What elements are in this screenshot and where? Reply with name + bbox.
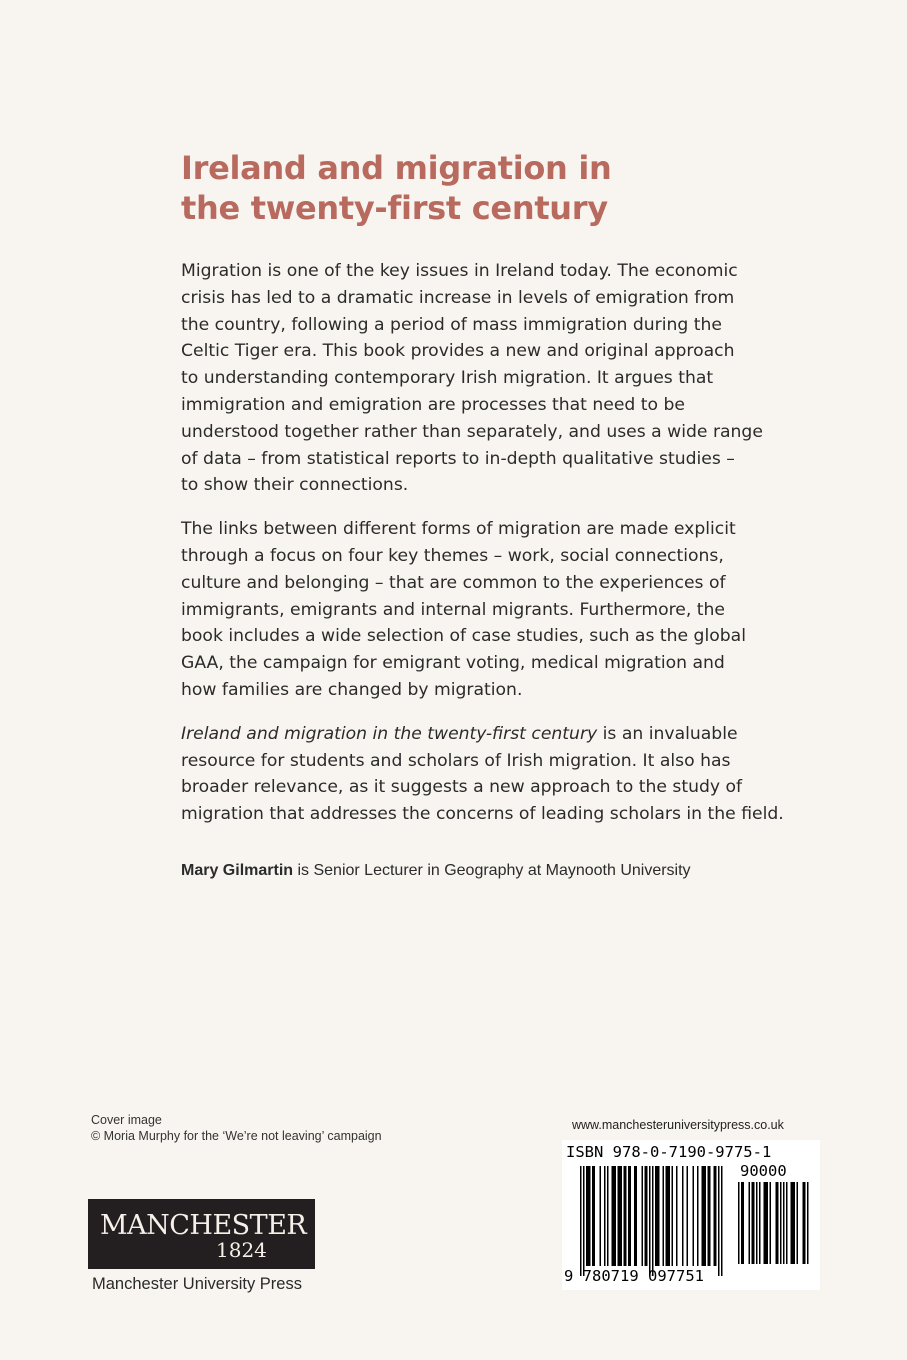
barcode-bar xyxy=(589,1166,591,1266)
publisher-logo xyxy=(88,1199,315,1269)
publisher-logo-year: 1824 xyxy=(216,1238,267,1262)
barcode-bar xyxy=(600,1166,602,1266)
barcode-bar xyxy=(621,1166,623,1266)
barcode-addon-bar xyxy=(752,1182,754,1264)
blurb-line: to understanding contemporary Irish migration. It argues that xyxy=(181,368,714,389)
barcode-bar xyxy=(697,1166,699,1266)
barcode-addon-bar xyxy=(794,1182,796,1264)
blurb-line: The links between different forms of migration are made explicit xyxy=(181,519,736,540)
barcode-bar xyxy=(655,1166,657,1266)
barcode-bar xyxy=(634,1166,636,1266)
barcode-addon-bar xyxy=(764,1182,766,1264)
barcode-bar xyxy=(646,1166,648,1266)
barcode-bar xyxy=(619,1166,621,1266)
book-title-italic: Ireland and migration in the twenty-first century xyxy=(181,723,598,744)
blurb-line: broader relevance, as it suggests a new approach to the study of xyxy=(181,777,743,798)
barcode-bar xyxy=(682,1166,684,1266)
barcode-addon-bar xyxy=(749,1182,751,1264)
barcode-addon-bar xyxy=(780,1182,782,1264)
barcode-bar xyxy=(709,1166,711,1266)
blurb-line: crisis has led to a dramatic increase in levels of emigration from xyxy=(181,287,735,308)
blurb-line: through a focus on four key themes – work, social connections, xyxy=(181,545,724,566)
blurb xyxy=(181,258,784,845)
barcode-bar xyxy=(615,1166,617,1266)
barcode-bar xyxy=(702,1166,704,1266)
barcode-addon-bar xyxy=(803,1182,805,1264)
barcode-bar xyxy=(703,1166,705,1266)
isbn-barcode xyxy=(562,1140,820,1290)
barcode-bar xyxy=(676,1166,678,1266)
barcode-addon-bar xyxy=(759,1182,761,1264)
barcode-addon-bar xyxy=(765,1182,767,1264)
author-bio xyxy=(181,860,691,882)
blurb-paragraph-2 xyxy=(181,516,761,704)
barcode-bar xyxy=(663,1166,665,1266)
barcode-addon-bar xyxy=(792,1182,794,1264)
barcode-addon-bar xyxy=(756,1182,758,1264)
blurb-paragraph-3 xyxy=(181,721,784,828)
barcode-bar xyxy=(588,1166,590,1266)
blurb-line: how families are changed by migration. xyxy=(181,679,523,700)
barcode-bar xyxy=(613,1166,615,1266)
blurb-line: of data – from statistical reports to in-depth qualitative studies – xyxy=(181,448,735,469)
barcode-bar xyxy=(657,1166,659,1266)
barcode-addon-bar xyxy=(743,1182,745,1264)
blurb-line: to show their connections. xyxy=(181,475,409,496)
ean-digits: 9 780719 097751 xyxy=(564,1267,704,1285)
barcode-bar xyxy=(658,1166,660,1266)
barcode-addon-bar xyxy=(807,1182,809,1264)
barcode-bar xyxy=(693,1166,695,1266)
blurb-line: immigration and emigration are processes that need to be xyxy=(181,394,686,415)
barcode-bar xyxy=(715,1166,717,1266)
barcode-addon-bar xyxy=(786,1182,788,1264)
cover-credit-attribution: © Moria Murphy for the ‘We’re not leaving’ campaign xyxy=(91,1129,382,1143)
barcode-addon-bar xyxy=(791,1182,793,1264)
barcode-bar xyxy=(649,1166,651,1276)
barcode-bar xyxy=(630,1166,632,1266)
barcode-addon-bar xyxy=(770,1182,772,1264)
barcode-addon-bar xyxy=(797,1182,799,1264)
barcode-bar xyxy=(714,1166,716,1266)
barcode-main-bars xyxy=(580,1166,726,1278)
blurb-line: migration that addresses the concerns of leading scholars in the field. xyxy=(181,804,784,825)
barcode-bar xyxy=(718,1166,720,1276)
barcode-bar xyxy=(607,1166,609,1266)
blurb-paragraph-1 xyxy=(181,258,761,499)
barcode-addon-bars xyxy=(738,1182,814,1266)
isbn-label: ISBN 978-0-7190-9775-1 xyxy=(566,1143,772,1161)
barcode-bar xyxy=(669,1166,671,1266)
publisher-name: Manchester University Press xyxy=(92,1275,302,1293)
barcode-addon-bar xyxy=(776,1182,778,1264)
blurb-line: book includes a wide selection of case studies, such as the global xyxy=(181,626,746,647)
author-description: is Senior Lecturer in Geography at Maynooth University xyxy=(293,862,691,879)
barcode-bar xyxy=(721,1166,723,1276)
barcode-addon-bar xyxy=(753,1182,755,1264)
barcode-bar xyxy=(652,1166,654,1276)
barcode-bar xyxy=(705,1166,707,1266)
barcode-addon-bar xyxy=(777,1182,779,1264)
barcode-addon-bar xyxy=(738,1182,740,1264)
barcode-addon-bar xyxy=(741,1182,743,1264)
book-title-line-2: the twenty-first century xyxy=(181,189,608,227)
cover-credit xyxy=(91,1112,382,1144)
barcode-bar xyxy=(580,1166,582,1276)
book-title xyxy=(181,148,781,228)
barcode-bar xyxy=(628,1166,630,1266)
barcode-bar xyxy=(586,1166,588,1266)
barcode-bar xyxy=(594,1166,596,1266)
barcode-bar xyxy=(645,1166,647,1266)
blurb-line: understood together rather than separately, and uses a wide range xyxy=(181,421,763,442)
blurb-line xyxy=(181,721,761,748)
blurb-line: immigrants, emigrants and internal migrants. Furthermore, the xyxy=(181,599,725,620)
price-code: 90000 xyxy=(740,1162,787,1180)
book-title-line-1: Ireland and migration in xyxy=(181,149,612,187)
barcode-bar xyxy=(666,1166,668,1266)
barcode-bar xyxy=(604,1166,606,1266)
author-name: Mary Gilmartin xyxy=(181,862,294,879)
barcode-bar xyxy=(592,1166,594,1266)
barcode-bar xyxy=(687,1166,689,1266)
barcode-bar xyxy=(672,1166,674,1266)
blurb-text: is an invaluable xyxy=(597,723,738,744)
barcode-bar xyxy=(636,1166,638,1266)
publisher-url: www.manchesteruniversitypress.co.uk xyxy=(572,1118,784,1132)
publisher-logo-word: MANCHESTER xyxy=(100,1210,307,1241)
blurb-line: the country, following a period of mass immigration during the xyxy=(181,314,722,335)
blurb-line: resource for students and scholars of Irish migration. It also has xyxy=(181,750,731,771)
barcode-bar xyxy=(624,1166,626,1266)
blurb-line: Migration is one of the key issues in Ireland today. The economic xyxy=(181,261,738,281)
barcode-addon-bar xyxy=(804,1182,806,1264)
barcode-bar xyxy=(625,1166,627,1266)
barcode-addon-bar xyxy=(767,1182,769,1264)
barcode-bar xyxy=(667,1166,669,1266)
blurb-line: Celtic Tiger era. This book provides a new and original approach xyxy=(181,341,735,362)
barcode-bar xyxy=(618,1166,620,1266)
barcode-bar xyxy=(583,1166,585,1276)
barcode-bar xyxy=(612,1166,614,1266)
barcode-bar xyxy=(642,1166,644,1266)
blurb-line: GAA, the campaign for emigrant voting, medical migration and xyxy=(181,653,725,674)
barcode-addon-bar xyxy=(783,1182,785,1264)
cover-credit-label: Cover image xyxy=(91,1113,162,1127)
barcode-bar xyxy=(708,1166,710,1266)
blurb-line: culture and belonging – that are common to the experiences of xyxy=(181,572,726,593)
